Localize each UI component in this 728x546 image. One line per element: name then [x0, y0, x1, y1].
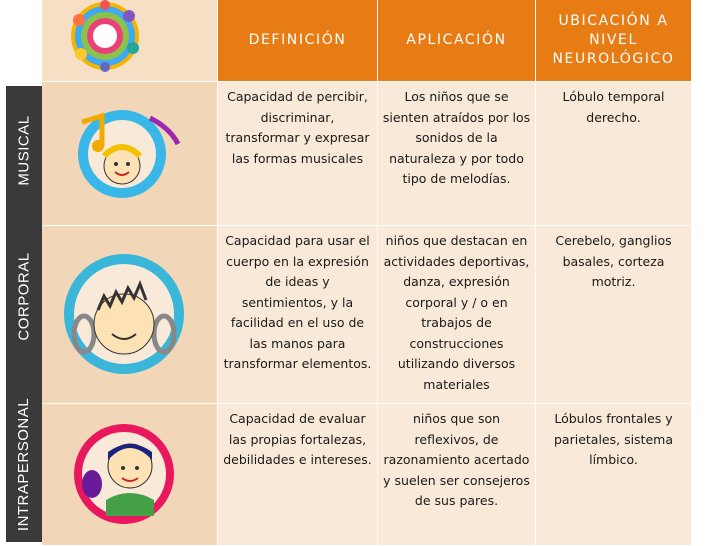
intrapersonal-child-icon: [42, 404, 218, 546]
row-corporal-ubicacion: Cerebelo, ganglios basales, corteza motriz.: [536, 226, 692, 404]
inteligencias-logo-icon: [42, 0, 218, 82]
row-intrapersonal-aplicacion: niños que son reflexivos, de razonamiento acertado y suelen ser consejeros de sus pares.: [378, 404, 536, 546]
row-musical-image: [42, 82, 218, 226]
row-corporal-aplicacion: niños que destacan en actividades deportivas, danza, expresión corporal y / o en trabajos de construcciones utilizando diversos materiales: [378, 226, 536, 404]
row-corporal-definicion: Capacidad para usar el cuerpo en la expresión de ideas y sentimientos, y la facilidad en el uso de las manos para transformar elementos.: [218, 226, 378, 404]
corporal-child-icon: [42, 226, 218, 404]
row-intrapersonal-definicion: Capacidad de evaluar las propias fortalezas, debilidades e intereses.: [218, 404, 378, 546]
intelligences-table: [42, 0, 728, 546]
row-musical-definicion: Capacidad de percibir, discriminar, transformar y expresar las formas musicales: [218, 82, 378, 226]
row-musical-aplicacion: Los niños que se sienten atraídos por los sonidos de la naturaleza y por todo tipo de melodías.: [378, 82, 536, 226]
musical-child-icon: [42, 82, 218, 226]
header-definicion: DEFINICIÓN: [218, 0, 378, 82]
row-label-musical: MUSICAL: [15, 114, 33, 186]
row-label-intrapersonal: INTRAPERSONAL: [15, 397, 33, 531]
row-intrapersonal-ubicacion: Lóbulos frontales y parietales, sistema límbico.: [536, 404, 692, 546]
header-ubicacion: UBICACIÓN A NIVEL NEUROLÓGICO: [536, 0, 692, 82]
row-intrapersonal-image: [42, 404, 218, 546]
row-label-corporal: CORPORAL: [15, 251, 33, 341]
header-aplicacion: APLICACIÓN: [378, 0, 536, 82]
row-corporal-image: [42, 226, 218, 404]
row-musical-ubicacion: Lóbulo temporal derecho.: [536, 82, 692, 226]
header-logo-cell: [42, 0, 218, 82]
row-label-strip: [6, 86, 42, 542]
